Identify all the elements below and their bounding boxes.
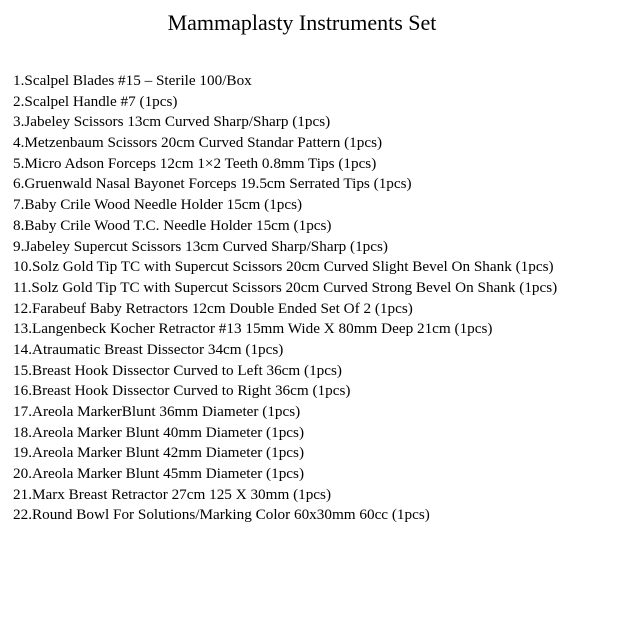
list-item: 6.Gruenwald Nasal Bayonet Forceps 19.5cm Serrated Tips (1pcs) [13, 175, 412, 193]
list-item: 16.Breast Hook Dissector Curved to Right 36cm (1pcs) [13, 382, 351, 400]
list-item: 13.Langenbeck Kocher Retractor #13 15mm Wide X 80mm Deep 21cm (1pcs) [13, 320, 493, 338]
list-item: 10.Solz Gold Tip TC with Supercut Scissors 20cm Curved Slight Bevel On Shank (1pcs) [13, 258, 554, 276]
list-item: 8.Baby Crile Wood T.C. Needle Holder 15cm (1pcs) [13, 216, 332, 234]
list-item: 15.Breast Hook Dissector Curved to Left 36cm (1pcs) [13, 361, 342, 379]
list-item: 4.Metzenbaum Scissors 20cm Curved Standar Pattern (1pcs) [13, 134, 383, 152]
list-item: 2.Scalpel Handle #7 (1pcs) [13, 92, 178, 110]
list-item: 18.Areola Marker Blunt 40mm Diameter (1pcs) [13, 423, 305, 441]
list-item: 7.Baby Crile Wood Needle Holder 15cm (1pcs) [13, 196, 303, 214]
page-title: Mammaplasty Instruments Set [167, 10, 437, 35]
list-item: 3.Jabeley Scissors 13cm Curved Sharp/Sharp (1pcs) [13, 113, 331, 131]
list-item: 21.Marx Breast Retractor 27cm 125 X 30mm (1pcs) [13, 485, 332, 503]
list-item: 11.Solz Gold Tip TC with Supercut Scissors 20cm Curved Strong Bevel On Shank (1pcs) [13, 278, 558, 296]
list-item: 22.Round Bowl For Solutions/Marking Color 60x30mm 60cc (1pcs) [13, 506, 430, 524]
list-item: 1.Scalpel Blades #15 – Sterile 100/Box [13, 72, 252, 89]
instrument-list [13, 71, 557, 526]
list-item: 19.Areola Marker Blunt 42mm Diameter (1pcs) [13, 444, 305, 462]
list-item: 14.Atraumatic Breast Dissector 34cm (1pcs) [13, 340, 284, 358]
list-item: 9.Jabeley Supercut Scissors 13cm Curved Sharp/Sharp (1pcs) [13, 237, 388, 255]
list-item: 12.Farabeuf Baby Retractors 12cm Double Ended Set Of 2 (1pcs) [13, 299, 413, 317]
list-item: 5.Micro Adson Forceps 12cm 1×2 Teeth 0.8mm Tips (1pcs) [13, 154, 377, 172]
list-item: 20.Areola Marker Blunt 45mm Diameter (1pcs) [13, 465, 305, 483]
list-item: 17.Areola MarkerBlunt 36mm Diameter (1pcs) [13, 403, 301, 420]
